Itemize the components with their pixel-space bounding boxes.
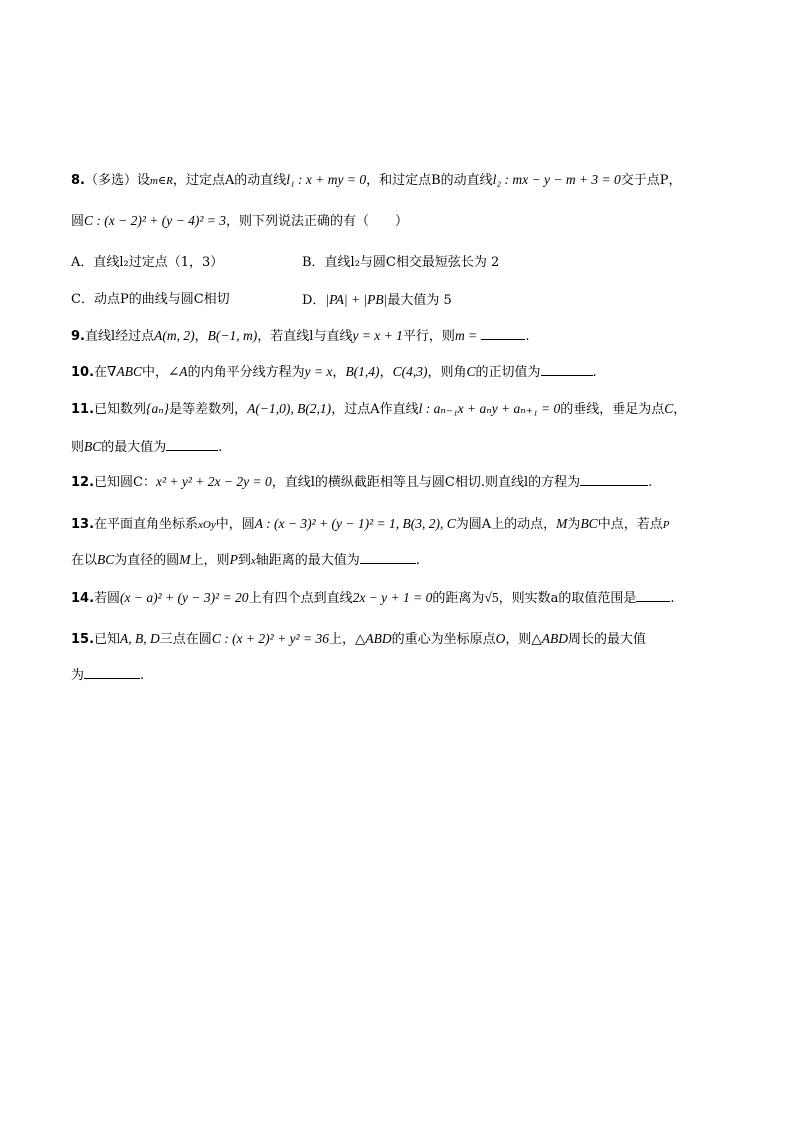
- q8-option-a: A．直线l₂过定点（1，3）: [71, 255, 224, 270]
- q15-answer-blank[interactable]: [84, 666, 140, 679]
- q15-number: 15.: [71, 632, 95, 647]
- q10-line: 10.在∇ABC中，∠A的内角平分线方程为y = x，B(1,4)，C(4,3)，则角C的正切值为 .: [71, 364, 597, 380]
- q14-answer-blank[interactable]: [636, 589, 670, 602]
- q11-number: 11.: [71, 402, 95, 417]
- q12-line: 12.已知圆C：x² + y² + 2x − 2y = 0，直线l的横纵截距相等且与圆C相切.则直线l的方程为 .: [71, 474, 653, 490]
- q10-number: 10.: [71, 365, 95, 380]
- q14-number: 14.: [71, 591, 95, 606]
- q13-line2: 在以BC为直径的圆M上，则P到x轴距离的最大值为 .: [71, 552, 420, 568]
- q15-line1: 15.已知A, B, D三点在圆C : (x + 2)² + y² = 36上，△ABD的重心为坐标原点O，则△ABD周长的最大值: [71, 631, 647, 647]
- q8-line1: 8.（多选）设m∈R，过定点A的动直线l₁ : x + my = 0，和过定点B的动直线l₂ : mx − y − m + 3 = 0交于点P，: [71, 172, 682, 188]
- q12-number: 12.: [71, 475, 95, 490]
- q12-answer-blank[interactable]: [580, 473, 648, 486]
- q8-option-d: D．|PA| + |PB|最大值为 5: [302, 292, 452, 308]
- q11-line1: 11.已知数列{aₙ}是等差数列，A(−1,0), B(2,1)，过点A作直线l : aₙ₋₁x + aₙy + aₙ₊₁ = 0的垂线，垂足为点C，: [71, 401, 687, 417]
- q15-line2: 为 .: [71, 668, 145, 683]
- q11-answer-blank[interactable]: [166, 438, 218, 451]
- q8-circle-equation: C : (x − 2)² + (y − 4)² = 3: [84, 213, 227, 228]
- q8-l1-equation: l₁ : x + my = 0: [286, 172, 367, 187]
- q13-answer-blank[interactable]: [360, 551, 416, 564]
- q10-answer-blank[interactable]: [541, 363, 593, 376]
- q9-line: 9.直线l经过点A(m, 2)，B(−1, m)，若直线l与直线y = x + 1平行，则m = .: [71, 328, 530, 344]
- q8-l2-equation: l₂ : mx − y − m + 3 = 0: [492, 172, 621, 187]
- q8-option-b: B．直线l₂与圆C相交最短弦长为 2: [302, 255, 500, 270]
- q14-line: 14.若圆(x − a)² + (y − 3)² = 20上有四个点到直线2x − y + 1 = 0的距离为√5，则实数a的取值范围是 .: [71, 590, 675, 606]
- q9-answer-blank[interactable]: [481, 327, 525, 340]
- q9-number: 9.: [71, 329, 85, 344]
- q8-number: 8.: [71, 173, 85, 188]
- q13-line1: 13.在平面直角坐标系xOy中，圆A : (x − 3)² + (y − 1)² = 1, B(3, 2), C为圆A上的动点，M为BC中点，若点P: [71, 516, 670, 532]
- q8-option-c: C．动点P的曲线与圆C相切: [71, 292, 230, 307]
- q8-line2: 圆C : (x − 2)² + (y − 4)² = 3，则下列说法正确的有（ ）: [71, 213, 409, 229]
- q11-line2: 则BC的最大值为 .: [71, 439, 223, 455]
- q13-number: 13.: [71, 517, 95, 532]
